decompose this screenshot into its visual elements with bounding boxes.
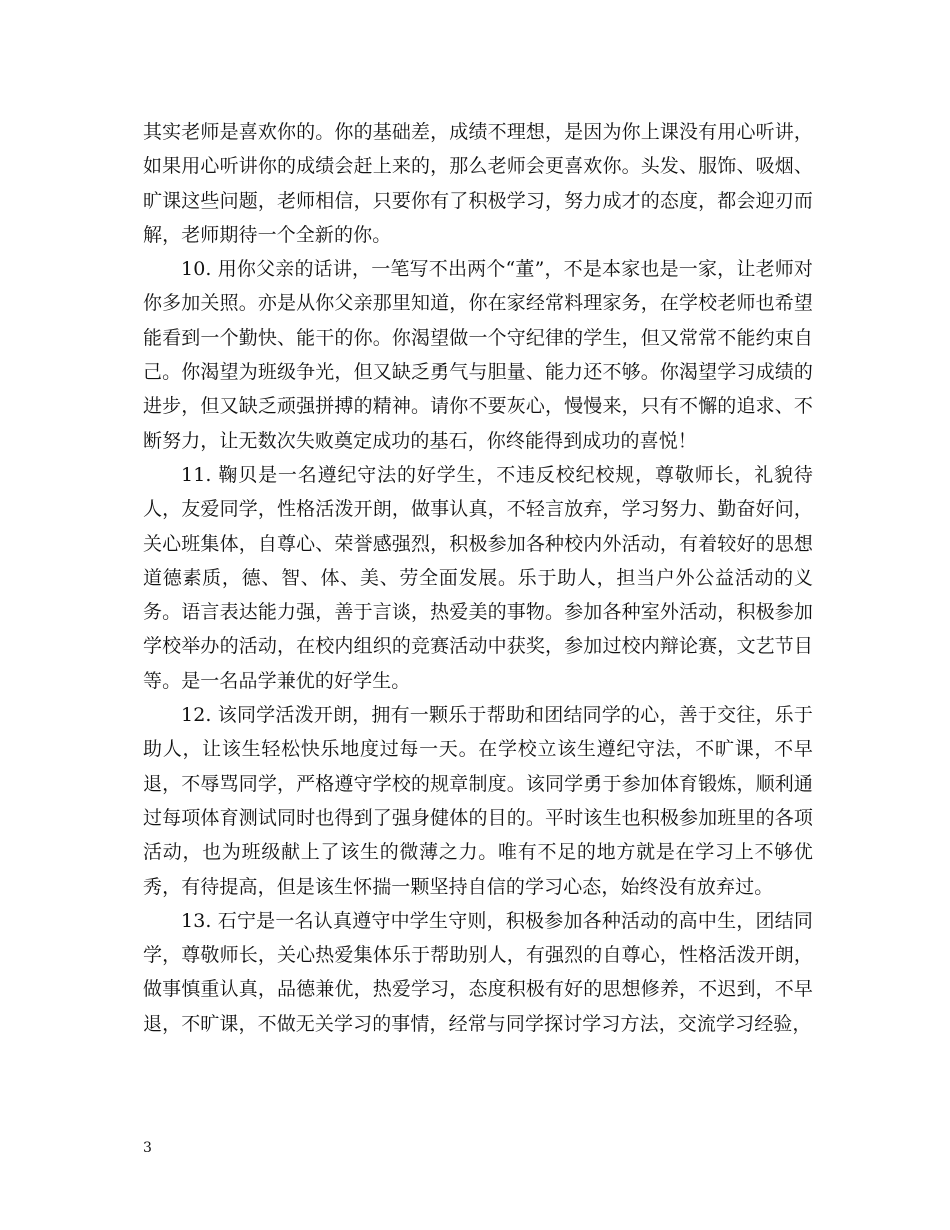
paragraph-10: 10. 用你父亲的话讲，一笔写不出两个“董”，不是本家也是一家，让老师对你多加关照。亦是从你父亲那里知道，你在家经常料理家务，在学校老师也希望能看到一个勤快、能干的你。你渴望做一个守纪律的学生，但又常常不能约束自己。你渴望为班级争光，但又缺乏勇气与胆量、能力还不够。你渴望学习成绩的进步，但又缺乏顽强拼搏的精神。请你不要灰心，慢慢来，只有不懈的追求、不断努力，让无数次失败奠定成功的基石，你终能得到成功的喜悦！ (143, 258, 813, 452)
document-body (143, 115, 813, 1041)
paragraph-11: 11. 鞠贝是一名遵纪守法的好学生，不违反校纪校规，尊敬师长，礼貌待人，友爱同学，性格活泼开朗，做事认真，不轻言放弃，学习努力、勤奋好问，关心班集体，自尊心、荣誉感强烈，积极参加各种校内外活动，有着较好的思想道德素质，德、智、体、美、劳全面发展。乐于助人，担当户外公益活动的义务。语言表达能力强，善于言谈，热爱美的事物。参加各种室外活动，积极参加学校举办的活动，在校内组织的竞赛活动中获奖，参加过校内辩论赛，文艺节目等。是一名品学兼优的好学生。 (143, 463, 813, 692)
paragraph-12: 12. 该同学活泼开朗，拥有一颗乐于帮助和团结同学的心，善于交往，乐于助人，让该生轻松快乐地度过每一天。在学校立该生遵纪守法，不旷课，不早退，不辱骂同学，严格遵守学校的规章制度。该同学勇于参加体育锻炼，顺利通过每项体育测试同时也得到了强身健体的目的。平时该生也积极参加班里的各项活动，也为班级献上了该生的微薄之力。唯有不足的地方就是在学习上不够优秀，有待提高，但是该生怀揣一颗坚持自信的学习心态，始终没有放弃过。 (143, 704, 813, 898)
page-number: 3 (143, 1140, 152, 1156)
paragraph-13: 13. 石宁是一名认真遵守中学生守则，积极参加各种活动的高中生，团结同学，尊敬师长，关心热爱集体乐于帮助别人，有强烈的自尊心，性格活泼开朗，做事慎重认真，品德兼优，热爱学习，态度积极有好的思想修养，不迟到，不早退，不旷课，不做无关学习的事情，经常与同学探讨学习方法，交流学习经验， (143, 909, 813, 1035)
paragraph-continuation: 其实老师是喜欢你的。你的基础差，成绩不理想，是因为你上课没有用心听讲，如果用心听讲你的成绩会赶上来的，那么老师会更喜欢你。头发、服饰、吸烟、旷课这些问题，老师相信，只要你有了积极学习，努力成才的态度，都会迎刃而解，老师期待一个全新的你。 (143, 121, 813, 246)
